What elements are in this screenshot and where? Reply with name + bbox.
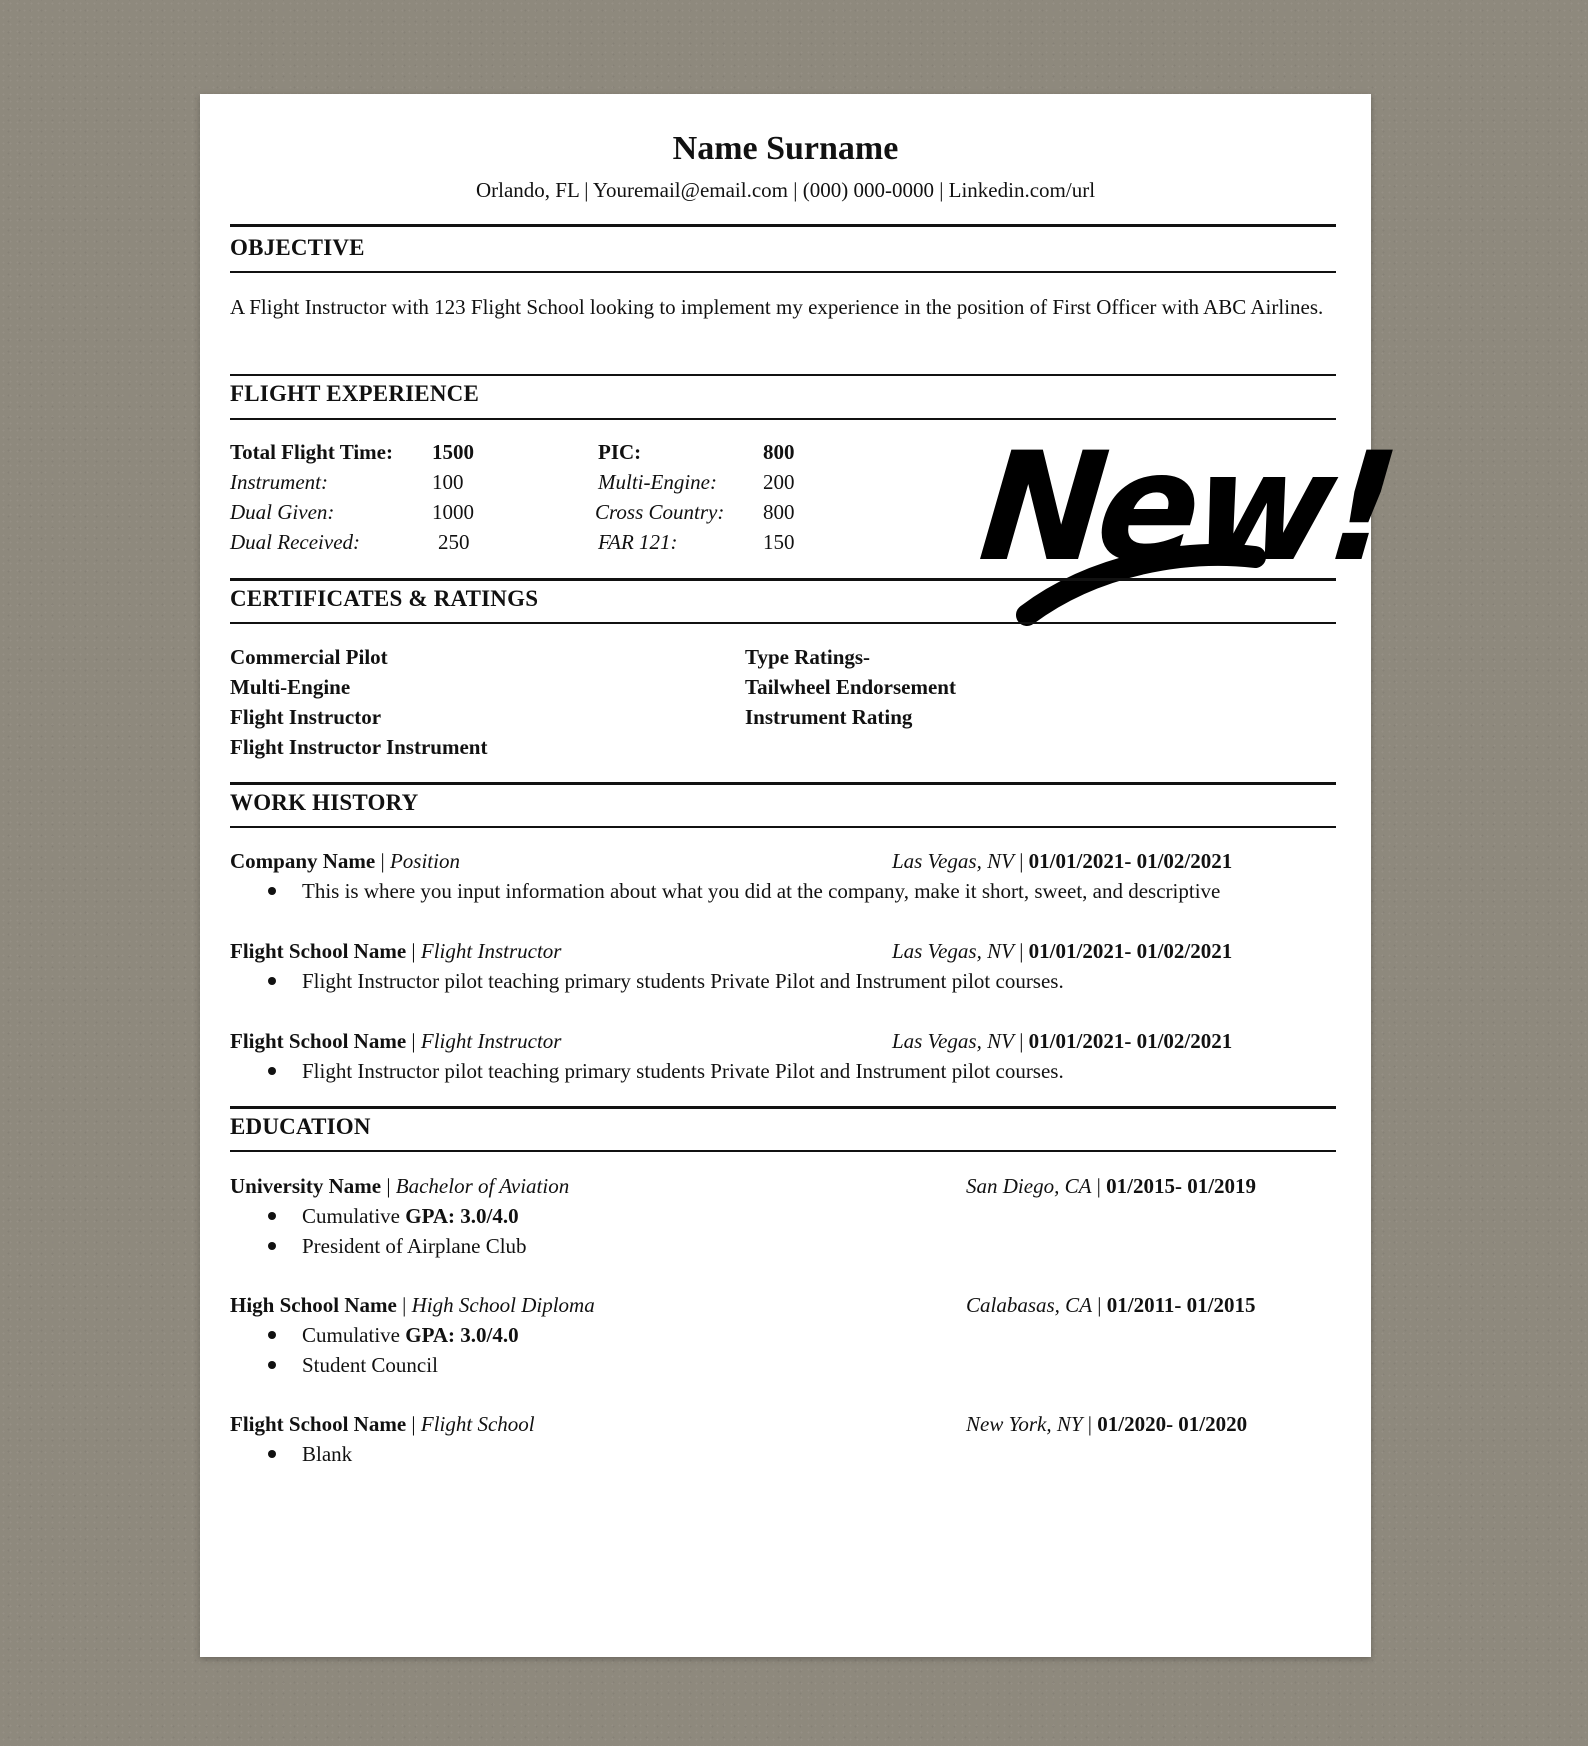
- section-divider: [230, 578, 1336, 581]
- hours-value: 1000: [432, 500, 474, 524]
- job-description: This is where you input information about what you did at the company, make it short, sweet, and descriptive: [302, 879, 1221, 903]
- section-divider: [230, 782, 1336, 785]
- list-item: [268, 1059, 1064, 1084]
- school-location-dates: [966, 1174, 1256, 1199]
- gpa-value: GPA: 3.0/4.0: [405, 1204, 519, 1228]
- hours-label: Cross Country:: [595, 500, 725, 524]
- section-divider: [230, 271, 1336, 273]
- bullet-icon: [268, 1331, 276, 1339]
- section-divider: [230, 622, 1336, 624]
- objective-title: OBJECTIVE: [230, 235, 365, 260]
- job-location: Las Vegas, NV: [892, 849, 1014, 873]
- job-dates: 01/01/2021- 01/02/2021: [1028, 849, 1233, 873]
- job-description: Flight Instructor pilot teaching primary students Private Pilot and Instrument pilot courses.: [302, 1059, 1064, 1083]
- separator: |: [1082, 1412, 1098, 1436]
- gpa-value: GPA: 3.0/4.0: [405, 1323, 519, 1347]
- separator: |: [1013, 1029, 1029, 1053]
- school-location: Calabasas, CA: [966, 1293, 1093, 1317]
- school-note: Blank: [302, 1442, 353, 1466]
- list-item: [268, 1234, 527, 1259]
- certificate-item: Flight Instructor Instrument: [230, 735, 488, 759]
- objective-text: A Flight Instructor with 123 Flight School looking to implement my experience in the position of First Officer with ABC Airlines.: [230, 295, 1324, 319]
- school-dates: 01/2015- 01/2019: [1106, 1174, 1257, 1198]
- job-location: Las Vegas, NV: [892, 939, 1014, 963]
- hours-value: 800: [763, 440, 795, 464]
- school-name: High School Name: [230, 1293, 397, 1317]
- certificates-title: CERTIFICATES & RATINGS: [230, 586, 539, 611]
- separator: |: [1092, 1293, 1107, 1317]
- hours-value: 150: [763, 530, 795, 554]
- hours-value: 200: [763, 470, 795, 494]
- school-heading: [230, 1412, 535, 1437]
- gpa-prefix: Cumulative: [302, 1323, 406, 1347]
- section-divider: [230, 1106, 1336, 1109]
- separator: |: [1013, 939, 1029, 963]
- school-degree: Bachelor of Aviation: [395, 1174, 570, 1198]
- list-item: [268, 1323, 519, 1348]
- hours-value: 250: [438, 530, 470, 554]
- resume-page: [200, 94, 1417, 1657]
- certificate-item: Tailwheel Endorsement: [745, 675, 956, 699]
- hours-label: FAR 121:: [598, 530, 678, 554]
- list-item: [268, 879, 1220, 904]
- certificate-item: Multi-Engine: [230, 675, 351, 699]
- job-dates: 01/01/2021- 01/02/2021: [1028, 1029, 1233, 1053]
- hours-value: 1500: [432, 440, 474, 464]
- hours-label: PIC:: [598, 440, 642, 464]
- bullet-icon: [268, 1242, 276, 1250]
- list-item: [268, 1442, 352, 1467]
- separator: |: [406, 939, 421, 963]
- bullet-icon: [268, 1361, 276, 1369]
- school-note: President of Airplane Club: [302, 1234, 527, 1258]
- certificate-item: Flight Instructor: [230, 705, 382, 729]
- school-name: University Name: [230, 1174, 382, 1198]
- certificate-item: Type Ratings-: [745, 645, 871, 669]
- separator: |: [406, 1412, 421, 1436]
- separator: |: [1013, 849, 1029, 873]
- school-location: San Diego, CA: [966, 1174, 1092, 1198]
- school-name: Flight School Name: [230, 1412, 407, 1436]
- job-location-dates: [892, 939, 1232, 964]
- job-employer: Flight School Name: [230, 1029, 407, 1053]
- list-item: [268, 1353, 438, 1378]
- section-divider: [230, 1150, 1336, 1152]
- job-employer: Company Name: [230, 849, 376, 873]
- school-heading: [230, 1174, 569, 1199]
- job-location-dates: [892, 849, 1232, 874]
- svg-text:New!: New!: [955, 420, 1417, 596]
- school-dates: 01/2011- 01/2015: [1106, 1293, 1256, 1317]
- job-location-dates: [892, 1029, 1232, 1054]
- job-dates: 01/01/2021- 01/02/2021: [1028, 939, 1233, 963]
- new-stamp-icon: [935, 389, 1417, 629]
- bullet-icon: [268, 1067, 276, 1075]
- school-location: New York, NY: [966, 1412, 1083, 1436]
- candidate-name: Name Surname: [672, 130, 899, 167]
- hours-label: Dual Received:: [230, 530, 361, 554]
- hours-label: Instrument:: [230, 470, 328, 494]
- job-employer: Flight School Name: [230, 939, 407, 963]
- contact-line: Orlando, FL | Youremail@email.com | (000) 000-0000 | Linkedin.com/url: [475, 178, 1096, 202]
- job-heading: [230, 1029, 561, 1054]
- section-divider: [230, 826, 1336, 828]
- education-title: EDUCATION: [230, 1114, 371, 1139]
- school-heading: [230, 1293, 595, 1318]
- school-location-dates: [966, 1412, 1247, 1437]
- list-item: [268, 1204, 519, 1229]
- school-dates: 01/2020- 01/2020: [1097, 1412, 1248, 1436]
- work-history-title: WORK HISTORY: [230, 790, 419, 815]
- list-item: [268, 969, 1064, 994]
- hours-label: Dual Given:: [230, 500, 335, 524]
- hours-label: Multi-Engine:: [598, 470, 717, 494]
- job-role: Flight Instructor: [420, 1029, 562, 1053]
- separator: |: [381, 1174, 396, 1198]
- separator: |: [375, 849, 390, 873]
- certificate-item: Instrument Rating: [745, 705, 913, 729]
- school-degree: Flight School: [420, 1412, 535, 1436]
- separator: |: [406, 1029, 421, 1053]
- gpa-prefix: Cumulative: [302, 1204, 406, 1228]
- bullet-icon: [268, 887, 276, 895]
- school-degree: High School Diploma: [411, 1293, 595, 1317]
- flight-experience-title: FLIGHT EXPERIENCE: [230, 381, 479, 406]
- school-location-dates: [966, 1293, 1256, 1318]
- hours-value: 100: [432, 470, 464, 494]
- separator: |: [396, 1293, 412, 1317]
- job-role: Position: [389, 849, 460, 873]
- job-role: Flight Instructor: [420, 939, 562, 963]
- bullet-icon: [268, 977, 276, 985]
- job-description: Flight Instructor pilot teaching primary students Private Pilot and Instrument pilot courses.: [302, 969, 1064, 993]
- job-location: Las Vegas, NV: [892, 1029, 1014, 1053]
- job-heading: [230, 939, 561, 964]
- job-heading: [230, 849, 460, 874]
- certificate-item: Commercial Pilot: [230, 645, 388, 669]
- school-note: Student Council: [302, 1353, 438, 1377]
- separator: |: [1091, 1174, 1107, 1198]
- bullet-icon: [268, 1450, 276, 1458]
- section-divider: [230, 374, 1336, 376]
- hours-label: Total Flight Time:: [230, 440, 393, 464]
- hours-value: 800: [763, 500, 795, 524]
- section-divider: [230, 224, 1336, 227]
- bullet-icon: [268, 1212, 276, 1220]
